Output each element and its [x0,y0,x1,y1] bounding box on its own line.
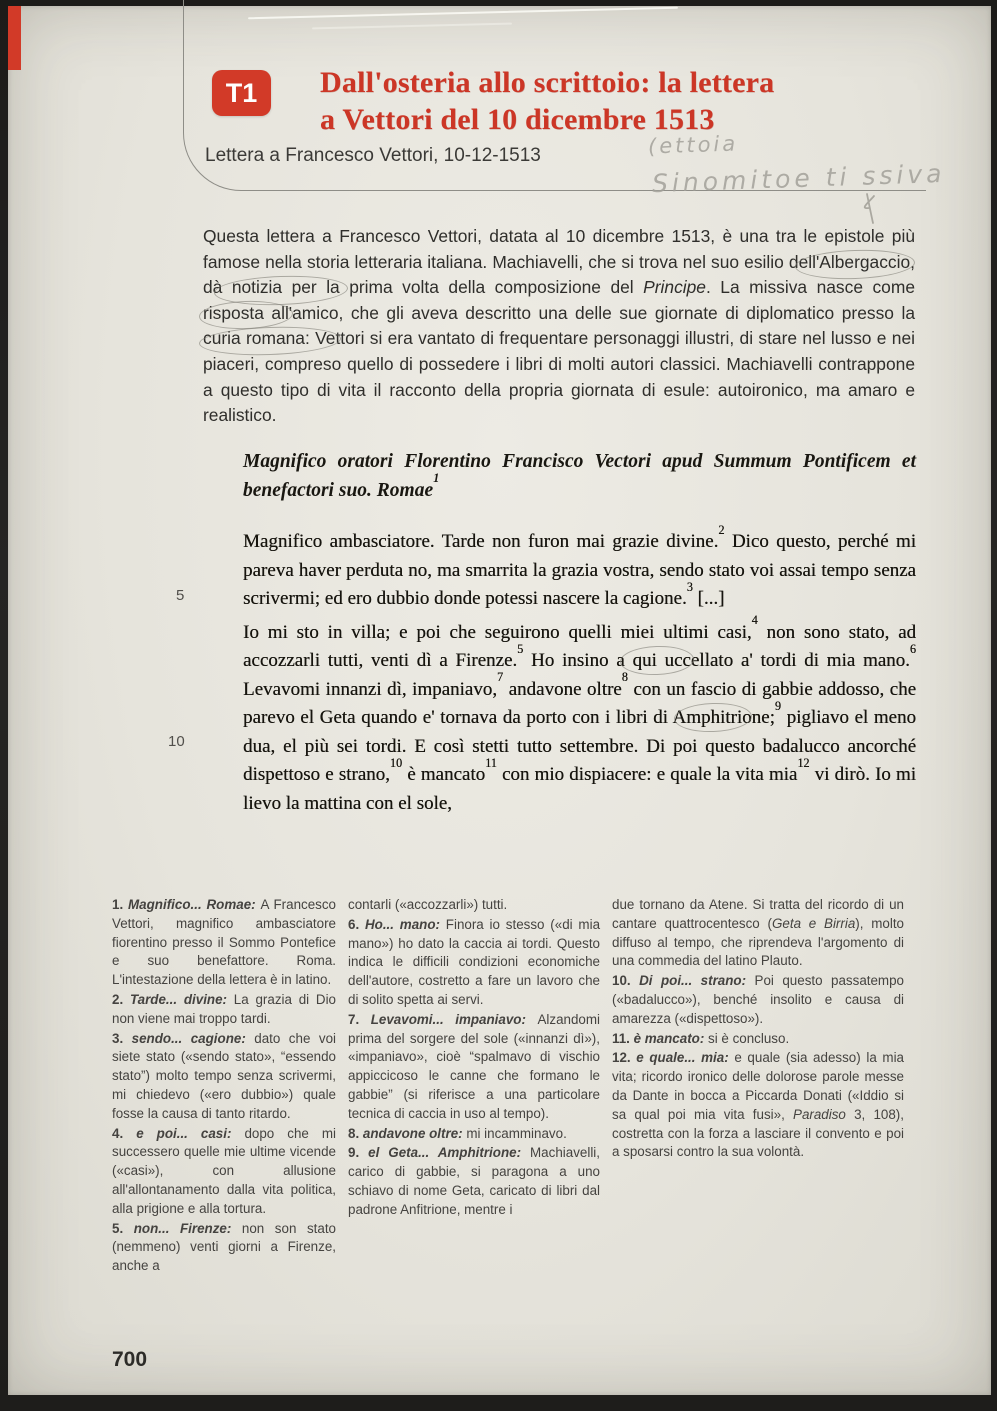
text-segment: non sono stato, ad accozzarli tutti, venti dì a Firenze. [243,621,916,671]
text-segment: . La missiva nasce come risposta all'amico, che gli aveva descritto una delle sue giornate di diplomatico presso la curia romana: Vettori si era vantato di frequentare personaggi illustri, di stare nel lusso e nei piaceri, compreso quello di possedere i libri di molti autori classici. Machiavelli contrappone a questo tipo di vita il racconto della propria giornata di esule: autoironico, ma amaro e realistico. [203,277,915,426]
text-segment: [...] [692,588,725,609]
intro-paragraph [203,224,915,429]
pencil-handwriting-bottom: Sinomitoe ti ssiva [651,158,946,199]
footnotes [112,896,904,1277]
footnote-number: 11. [612,1030,634,1046]
footnote-number: 4. [112,1125,137,1141]
text-segment: 1 [433,471,440,486]
text-segment: andavone oltre [503,678,622,700]
letter-text [243,447,916,823]
text-segment: 7 [497,670,504,685]
footnote-lemma: Di poi... strano: [639,973,755,989]
text-segment: 3 [686,579,693,594]
text-segment: 4 [751,613,758,628]
footnote-number: 10. [612,973,640,989]
text-segment: dopo che mi successero quelle mie ultime vicende («casi»), con allusione all'allontanamento dalla vita politica, alla prigione e alla tortura. [112,1125,336,1216]
page-title [320,64,930,138]
footnote [348,896,600,915]
letter-salutation-latin [243,447,916,505]
text-segment: 6 [909,641,916,656]
text-segment: Principe [643,277,706,298]
pencil-handwriting-top: (ettoia [647,131,739,159]
text-segment: contarli («accozzarli») tutti. [348,897,508,912]
text-segment: Geta e Birria [771,915,856,931]
footnote [348,1144,600,1219]
letter-paragraph-2 [243,613,917,819]
page-title-line2: a Vettori del 10 dicembre 1513 [320,103,715,136]
footnote-number: 5. [112,1220,134,1236]
margin-red-bar [8,6,21,70]
text-segment: Dico questo, perché mi pareva haver perduta no, ma smarrita la grazia vostra, sendo stato voi assai tempo senza scrivermi; ed ero dubbio donde potessi nascere la cagione. [243,531,916,609]
footnote [348,1125,600,1144]
text-segment: 11 [485,755,497,770]
text-segment: vi dirò. Io mi lievo la mattina con el sole, [243,764,916,814]
footnote [112,991,336,1029]
page-title-line1: Dall'osteria allo scrittoio: la lettera [320,66,775,99]
footnote-column-2 [348,896,600,1277]
letter-paragraph-1 [243,522,916,614]
footnote [112,1030,336,1124]
text-segment: 5 [517,641,524,656]
letter-subtitle: Lettera a Francesco Vettori, 10-12-1513 [205,145,541,166]
footnote-lemma: andavone oltre: [362,1125,467,1141]
footnote-number: 9. [348,1145,369,1161]
footnote-column-1 [112,896,336,1277]
text-segment: Alzandomi prima del sorgere del sole («innanzi dì»), «impaniavo», cioè “spalmavo di vischio appiccicoso le canne che formano le gabbie” (si riferisce a una particolare tecnica di caccia in uso al tempo). [348,1011,600,1121]
text-segment: Magnifico oratori Florentino Francisco Vectori apud Summum Pontificem et benefactori suo. Romae [243,451,916,501]
text-segment: si è concluso. [708,1030,790,1046]
page-number: 700 [112,1348,148,1371]
text-segment: Magnifico ambasciatore. Tarde non furon mai grazie divine. [243,531,719,552]
line-number-5: 5 [176,587,185,604]
text-segment: non son stato (nemmeno) venti giorni a Firenze, anche a [112,1220,336,1274]
footnote-lemma: el Geta... Amphitrione: [368,1145,531,1161]
line-number-10: 10 [168,733,185,750]
text-segment: 12 [797,755,810,770]
footnote [348,916,600,1010]
footnote-lemma: non... Firenze: [133,1220,242,1236]
pencil-squiggle [852,192,886,226]
text-segment: Questa lettera a Francesco Vettori, datata al 10 dicembre 1513, è una tra le epistole più famose nella storia letteraria italiana. Machiavelli, che si trova nel suo esilio dell'Albergaccio, dà notizia per la prima volta della composizione del [203,226,915,298]
footnote [348,1011,600,1124]
text-segment: mi incamminavo. [466,1125,567,1141]
footnote [612,1049,904,1162]
footnote-number: 6. [348,916,365,932]
footnote-lemma: sendo... cagione: [131,1030,255,1046]
text-segment: 8 [621,670,628,685]
footnote-number: 1. [112,897,129,912]
unit-badge: T1 [212,70,271,116]
footnote-lemma: e poi... casi: [136,1125,245,1141]
footnote [612,972,904,1028]
footnote-lemma: Ho... mano: [364,916,446,932]
footnote [112,1220,336,1276]
footnote-column-3 [612,896,904,1277]
text-segment: 2 [718,522,725,537]
text-segment: Poi questo passatempo («badalucco»), benché insolito e causa di amarezza («dispettoso»). [612,973,904,1026]
footnote-lemma: e quale... mia: [636,1050,735,1066]
text-segment: 9 [774,698,781,713]
footnote-lemma: Tarde... divine: [129,991,234,1007]
text-segment: pigliavo el meno dua, el più sei tordi. E così stetti tutto settembre. Di poi questo badalucco ancorché dispettoso e strano, [243,707,916,785]
footnote [612,896,904,971]
text-segment: 3, 108), costretta con la forza a lasciare il convento e poi a sposarsi contro la sua volontà. [612,1106,904,1160]
text-segment: dato che voi siete stato («sendo stato», “essendo stato”) molto tempo senza scrivermi, mi chiedevo («ero dubbio») quale fosse la causa di tanto ritardo. [112,1030,336,1121]
text-segment: Paradiso [793,1106,846,1122]
text-segment: con mio dispiacere: e quale la vita mia [496,764,798,785]
footnote [612,1030,904,1049]
footnote [112,1125,336,1219]
text-segment: Levavomi innanzi dì, impaniavo, [243,678,497,700]
text-segment: A Francesco Vettori, magnifico ambasciatore fiorentino presso il Sommo Pontefice e suo benefattore. Roma. L'intestazione della lettera è in latino. [112,897,336,988]
text-segment: Ho insino a qui uccellato a' tordi di mia mano. [523,650,910,671]
text-segment: La grazia di Dio non viene mai troppo tardi. [112,991,337,1026]
text-segment: 10 [389,755,403,770]
footnote-lemma: Magnifico... Romae: [128,897,261,912]
footnote-number: 8. [348,1125,363,1141]
text-segment: Finora io stesso («di mia mano») ho dato la caccia ai tordi. Questo indica le difficili condizioni economiche dell'autore, costretto a fare un lavoro che di solito spetta ai servi. [348,916,601,1007]
text-segment: con un fascio di gabbie addosso, che parevo el Geta quando e' tornava da porto con i libri di Amphitrione; [243,678,917,728]
footnote-number: 12. [612,1050,637,1066]
text-segment: Machiavelli, carico di gabbie, si paragona a uno schiavo di nome Geta, caricato di libri dal padrone Anfitrione, mentre i [348,1145,600,1217]
footnote-number: 3. [112,1030,132,1046]
footnote-lemma: è mancato: [633,1030,709,1046]
footnote-lemma: Levavomi... impaniavo: [370,1011,538,1027]
text-segment: e quale (sia adesso) la mia vita; ricordo ironico delle dolorose parole messe da Dante in bocca a Piccarda Donati («Iddio si sa qual poi mia vita fusi», [612,1050,904,1122]
footnote-number: 2. [112,991,130,1007]
text-segment: Io mi sto in villa; e poi che seguirono quelli miei ultimi casi, [243,621,752,643]
text-segment: ), molto diffuso al tempo, che riprendeva l'argomento di una commedia del latino Plauto. [612,915,904,969]
footnote [112,896,336,990]
text-segment: due tornano da Atene. Si tratta del ricordo di un cantare quattrocentesco ( [612,897,904,931]
text-segment: è mancato [402,764,486,785]
footnote-number: 7. [348,1011,371,1027]
